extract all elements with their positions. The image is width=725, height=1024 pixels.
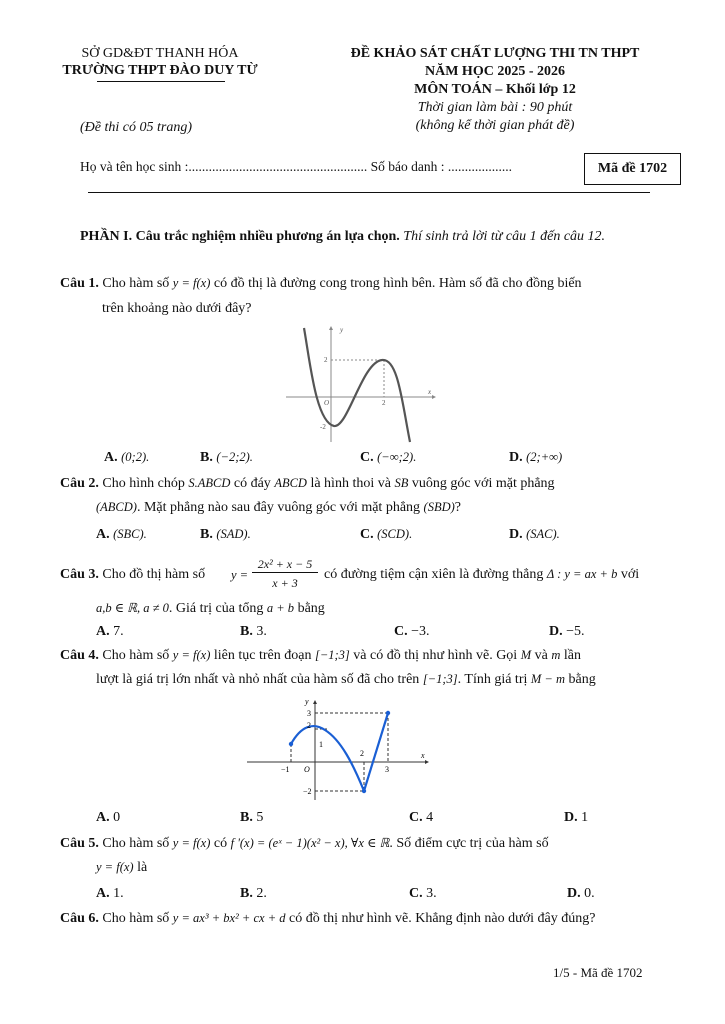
page-footer: 1/5 - Mã đề 1702	[553, 965, 643, 980]
q4-tick-xm1: −1	[281, 765, 290, 774]
q4-option-a[interactable]: A. 0	[96, 810, 121, 825]
q4-line2: lượt là giá trị lớn nhất và nhỏ nhất của hàm số đã cho trên [−1;3]. Tính giá trị M − m bằng	[96, 672, 596, 687]
q3-option-b[interactable]: B. 3.	[240, 624, 267, 639]
q4-x-arrow	[425, 760, 429, 764]
q1-option-d[interactable]: D. (2;+∞)	[509, 450, 563, 465]
q5-option-a[interactable]: A. 1.	[96, 886, 124, 901]
q1-graph	[282, 322, 438, 446]
q2-line1: Câu 2. Cho hình chóp S.ABCD có đáy ABCD là hình thoi và SB vuông góc với mặt phẳng	[60, 476, 555, 491]
q3-line1: Câu 3. Cho đồ thị hàm số	[60, 567, 206, 582]
exam-title: ĐỀ KHẢO SÁT CHẤT LƯỢNG THI TN THPT	[350, 46, 640, 61]
q5-line1: Câu 5. Cho hàm số y = f(x) có f '(x) = (eˣ − 1)(x² − x), ∀x ∈ ℝ. Số điểm cực trị của hàm số	[60, 836, 549, 851]
q4-graph	[245, 694, 431, 806]
q3-line1b: có đường tiệm cận xiên là đường thẳng Δ : y = ax + b với	[324, 567, 640, 582]
exam-code-box: Mã đề 1702	[584, 153, 681, 185]
q4-tick-y2: 2	[307, 721, 311, 730]
pages-note: (Đề thi có 05 trang)	[80, 120, 192, 135]
q5-option-d[interactable]: D. 0.	[567, 886, 595, 901]
q1-x-label: x	[428, 388, 432, 396]
dept-name: SỞ GD&ĐT THANH HÓA	[81, 46, 239, 61]
q1-x-arrow	[432, 395, 436, 399]
header-rule	[88, 192, 650, 193]
q3-denominator: x + 3	[272, 576, 298, 590]
q4-line1: Câu 4. Cho hàm số y = f(x) liên tục trên đoạn [−1;3] và có đồ thị như hình vẽ. Gọi M và m lần	[60, 648, 581, 663]
q4-x-label: x	[421, 751, 425, 760]
school-underline	[97, 81, 225, 82]
q4-tick-ym2: −2	[303, 787, 312, 796]
student-info-line: Họ và tên học sinh :..................................................... Số báo danh : ...................	[80, 159, 512, 174]
q3-line2: a,b ∈ ℝ, a ≠ 0. Giá trị của tổng a + b bằng	[96, 601, 325, 616]
q1-option-c[interactable]: C. (−∞;2).	[360, 450, 417, 465]
q4-origin: O	[304, 765, 310, 774]
q2-option-d[interactable]: D. (SAC).	[509, 527, 560, 542]
q5-option-c[interactable]: C. 3.	[409, 886, 437, 901]
q4-tick-y3: 3	[307, 709, 311, 718]
q5-option-b[interactable]: B. 2.	[240, 886, 267, 901]
q4-curve	[291, 726, 364, 791]
q5-line2: y = f(x) là	[96, 860, 148, 875]
q6-line1: Câu 6. Cho hàm số y = ax³ + bx² + cx + d có đồ thị như hình vẽ. Khẳng định nào dưới đây đúng?	[60, 911, 596, 926]
q1-tick-x2: 2	[382, 399, 386, 407]
exam-time: Thời gian làm bài : 90 phút	[417, 100, 573, 115]
q4-y-label: y	[305, 697, 309, 706]
q3-numerator: 2x² + x − 5	[252, 557, 318, 573]
q1-line1: Câu 1. Cho hàm số y = f(x) có đồ thị là đường cong trong hình bên. Hàm số đã cho đồng biến	[60, 276, 582, 291]
q4-tick-x2: 2	[360, 749, 364, 758]
q3-option-c[interactable]: C. −3.	[394, 624, 430, 639]
school-name: TRƯỜNG THPT ĐÀO DUY TỪ	[62, 63, 258, 78]
q4-segment	[364, 713, 388, 791]
q4-tick-y1: 1	[319, 740, 323, 749]
exam-year: NĂM HỌC 2025 - 2026	[425, 64, 565, 79]
q1-tick-ym2: -2	[320, 423, 326, 431]
q1-line2: trên khoảng nào dưới đây?	[102, 301, 252, 316]
q3-option-a[interactable]: A. 7.	[96, 624, 124, 639]
q4-point-min	[362, 789, 366, 793]
q3-y-eq: y =	[231, 568, 249, 582]
q4-point-start	[289, 742, 293, 746]
q2-option-b[interactable]: B. (SAD).	[200, 527, 251, 542]
exam-time-note: (không kể thời gian phát đề)	[415, 118, 575, 133]
q4-point-max	[386, 711, 390, 715]
exam-subject: MÔN TOÁN – Khối lớp 12	[414, 82, 576, 97]
q4-option-b[interactable]: B. 5	[240, 810, 264, 825]
q1-option-a[interactable]: A. (0;2).	[104, 450, 150, 465]
q2-option-a[interactable]: A. (SBC).	[96, 527, 147, 542]
q1-origin: O	[324, 399, 330, 407]
q1-option-b[interactable]: B. (−2;2).	[200, 450, 253, 465]
q4-y-arrow	[313, 700, 317, 704]
q4-option-c[interactable]: C. 4	[409, 810, 434, 825]
q3-option-d[interactable]: D. −5.	[549, 624, 585, 639]
q4-tick-x3: 3	[385, 765, 389, 774]
q1-tick-y2: 2	[324, 356, 328, 364]
q4-option-d[interactable]: D. 1	[564, 810, 589, 825]
q2-option-c[interactable]: C. (SCD).	[360, 527, 413, 542]
q2-line2: (ABCD). Mặt phẳng nào sau đây vuông góc với mặt phẳng (SBD)?	[96, 500, 462, 515]
q1-y-arrow	[329, 326, 333, 330]
q1-y-label: y	[340, 326, 344, 334]
part1-heading: PHẦN I. Câu trắc nghiệm nhiều phương án lựa chọn. Thí sinh trả lời từ câu 1 đến câu 12.	[80, 229, 606, 244]
